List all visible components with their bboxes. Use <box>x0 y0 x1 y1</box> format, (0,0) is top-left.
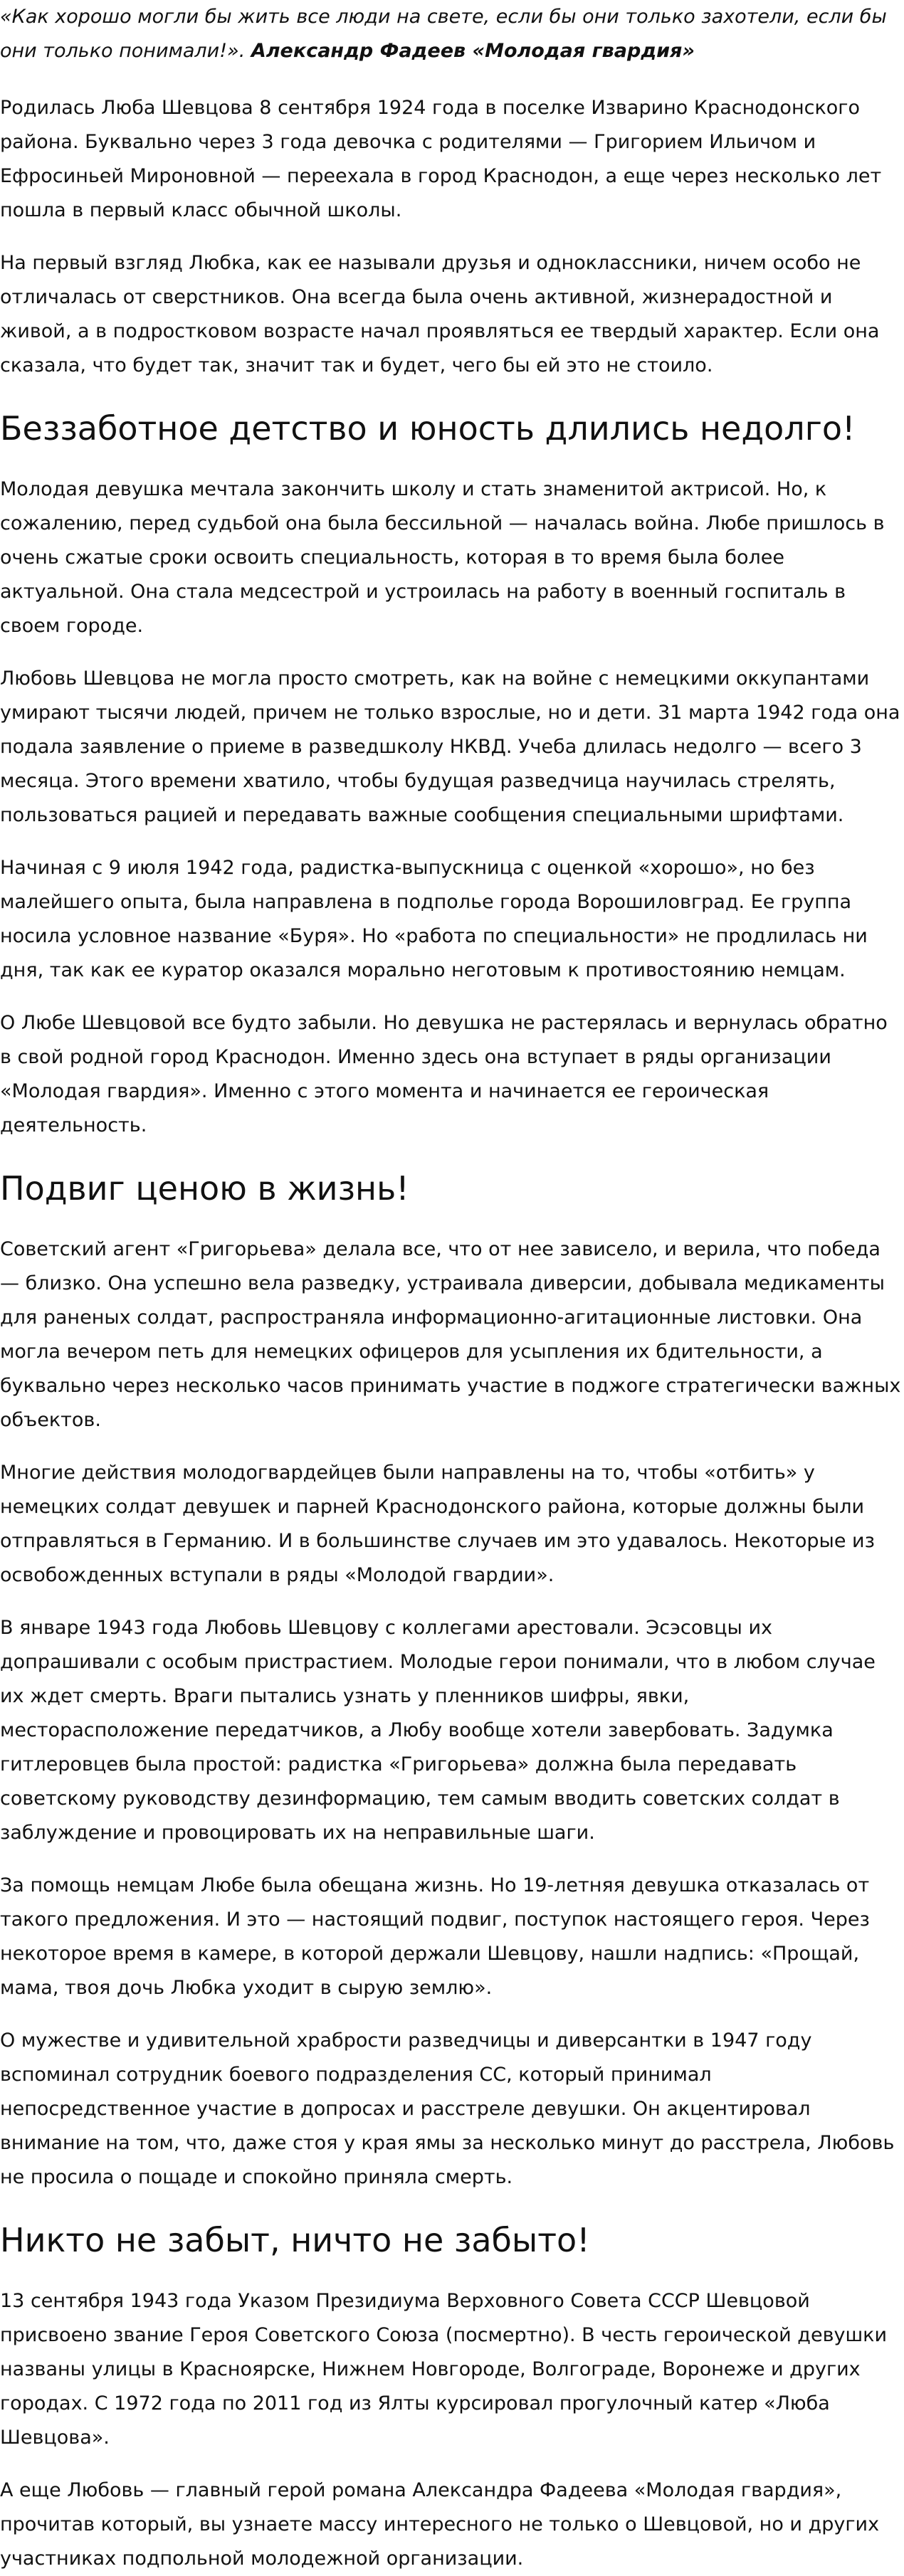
epigraph-quote: «Как хорошо могли бы жить все люди на свете, если бы они только захотели, если бы они только понимали!». <box>0 6 887 62</box>
section-paragraph: О Любе Шевцовой все будто забыли. Но девушка не растерялась и вернулась обратно в свой родной город Краснодон. Именно здесь она вступает в ряды организации «Молодая гвардия». Именно с этого момента и начинается ее героическая деятельность. <box>0 1012 888 1136</box>
section-heading-memory: Никто не забыт, ничто не забыто! <box>0 2221 590 2259</box>
section-paragraph: О мужестве и удивительной храбрости разведчицы и диверсантки в 1947 году вспоминал сотрудник боевого подразделения СС, который принимал непосредственное участие в допросах и расстреле девушки. Он акцентировал внимание на том, что, даже стоя у края ямы за несколько минут до расстрела, Любовь не просила о пощаде и спокойно приняла смерть. <box>0 2029 895 2188</box>
intro-paragraph: На первый взгляд Любка, как ее называли друзья и одноклассники, ничем особо не отличалась от сверстников. Она всегда была очень активной, жизнерадостной и живой, а в подростковом возрасте начал проявляться ее твердый характер. Если она сказала, что будет так, значит так и будет, чего бы ей это не стоило. <box>0 252 880 376</box>
section-paragraph: Советский агент «Григорьева» делала все, что от нее зависело, и верила, что победа — близко. Она успешно вела разведку, устраивала диверсии, добывала медикаменты для раненых солдат, распространяла информационно-агитационные листовки. Она могла вечером петь для немецких офицеров для усыпления их бдительности, а буквально через несколько часов принимать участие в поджоге стратегически важных объектов. <box>0 1238 901 1431</box>
section-heading-feat: Подвиг ценою в жизнь! <box>0 1169 409 1208</box>
intro-paragraph: Родилась Люба Шевцова 8 сентября 1924 года в поселке Изварино Краснодонского района. Буквально через 3 года девочка с родителями — Григорием Ильичом и Ефросиньей Мироновной — переехала в город Краснодон, а еще через несколько лет пошла в первый класс обычной школы. <box>0 97 882 221</box>
section-paragraph: Молодая девушка мечтала закончить школу и стать знаменитой актрисой. Но, к сожалению, перед судьбой она была бессильной — началась война. Любе пришлось в очень сжатые сроки освоить специальность, которая в то время была более актуальной. Она стала медсестрой и устроилась на работу в военный госпиталь в своем городе. <box>0 478 885 637</box>
epigraph <box>0 0 903 68</box>
section-paragraph: Начиная с 9 июля 1942 года, радистка-выпускница с оценкой «хорошо», но без малейшего опыта, была направлена в подполье города Ворошиловград. Ее группа носила условное название «Буря». Но «работа по специальности» не продлилась ни дня, так как ее куратор оказался морально неготовым к противостоянию немцам. <box>0 857 868 981</box>
section-paragraph: Многие действия молодогвардейцев были направлены на то, чтобы «отбить» у немецких солдат девушек и парней Краснодонского района, которые должны были отправляться в Германию. И в большинстве случаев им это удавалось. Некоторые из освобожденных вступали в ряды «Молодой гвардии». <box>0 1462 875 1586</box>
section-paragraph: 13 сентября 1943 года Указом Президиума Верховного Совета СССР Шевцовой присвоено звание Героя Советского Союза (посмертно). В честь героической девушки названы улицы в Красноярске, Нижнем Новгороде, Волгограде, Воронеже и других городах. С 1972 года по 2011 год из Ялты курсировал прогулочный катер «Люба Шевцова». <box>0 2290 888 2449</box>
section-paragraph: Любовь Шевцова не могла просто смотреть, как на войне с немецкими оккупантами умирают тысячи людей, причем не только взрослые, но и дети. 31 марта 1942 года она подала заявление о приеме в разведшколу НКВД. Учеба длилась недолго — всего 3 месяца. Этого времени хватило, чтобы будущая разведчица научилась стрелять, пользоваться рацией и передавать важные сообщения специальными шрифтами. <box>0 667 900 826</box>
section-heading-childhood: Беззаботное детство и юность длились недолго! <box>0 409 856 448</box>
section-paragraph: За помощь немцам Любе была обещана жизнь. Но 19-летняя девушка отказалась от такого предложения. И это — настоящий подвиг, поступок настоящего героя. Через некоторое время в камере, в которой держали Шевцову, нашли надпись: «Прощай, мама, твоя дочь Любка уходит в сырую землю». <box>0 1874 870 1999</box>
section-paragraph: А еще Любовь — главный герой романа Александра Фадеева «Молодая гвардия», прочитав который, вы узнаете массу интересного не только о Шевцовой, но и других участниках подпольной молодежной организации. <box>0 2479 880 2570</box>
epigraph-source: Александр Фадеев «Молодая гвардия» <box>251 40 695 62</box>
section-paragraph: В январе 1943 года Любовь Шевцову с коллегами арестовали. Эсэсовцы их допрашивали с особым пристрастием. Молодые герои понимали, что в любом случае их ждет смерть. Враги пытались узнать у пленников шифры, явки, месторасположение передатчиков, а Любу вообще хотели завербовать. Задумка гитлеровцев была простой: радистка «Григорьева» должна была передавать советскому руководству дезинформацию, тем самым вводить советских солдат в заблуждение и провоцировать их на неправильные шаги. <box>0 1617 876 1844</box>
